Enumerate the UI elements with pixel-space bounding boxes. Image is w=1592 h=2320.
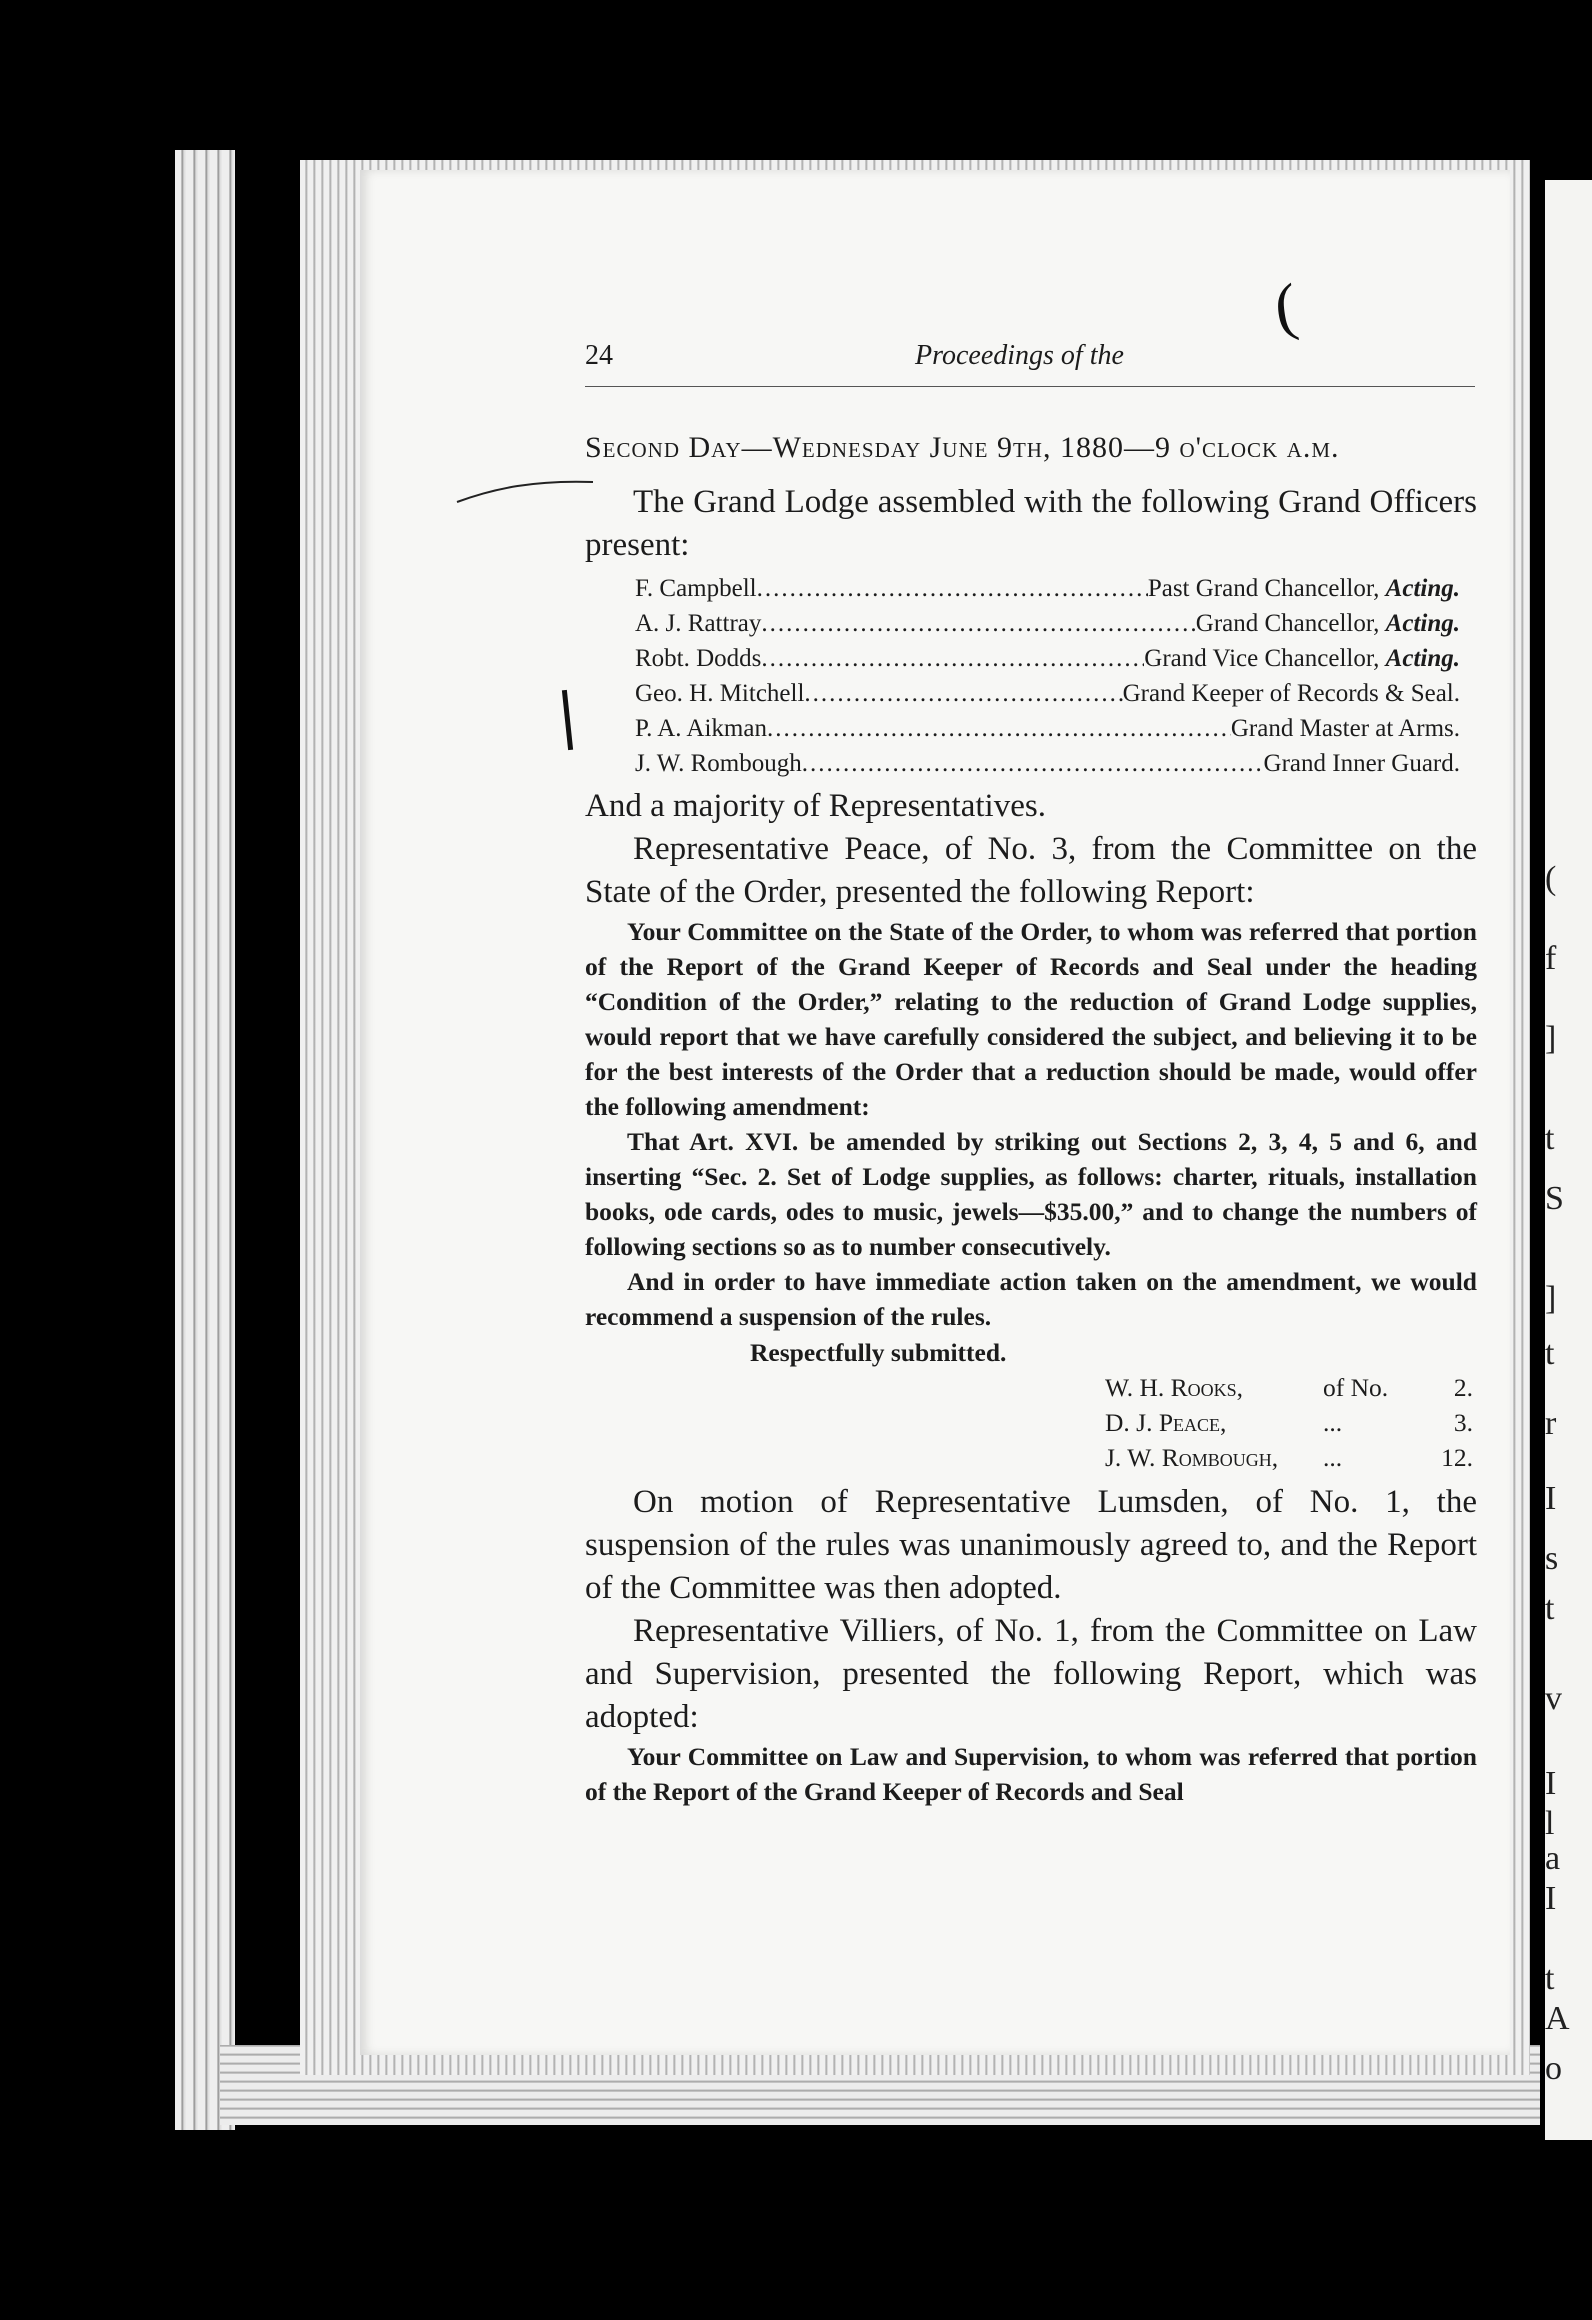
leader-dots <box>761 641 1144 676</box>
rep-peace-paragraph: Representative Peace, of No. 3, from the Committee on the State of the Order, presented the following Report: <box>585 831 1477 910</box>
header-rule <box>585 386 1475 387</box>
pencil-stroke <box>455 470 595 510</box>
facing-page-fragment: ] <box>1545 1020 1557 1057</box>
officer-row <box>635 571 1460 606</box>
signature-of: of No. <box>1323 1373 1389 1402</box>
facing-page-fragment: S <box>1545 1180 1564 1217</box>
officer-name: Robt. Dodds <box>635 645 762 672</box>
signature-lodge-no: 2. <box>1453 1373 1473 1402</box>
officer-row <box>635 746 1460 781</box>
facing-page-fragment: r <box>1545 1405 1557 1442</box>
report1-paragraph-2: That Art. XVI. be amended by striking out Sections 2, 3, 4, 5 and 6, and inserting “Sec. 2. Set of Lodge supplies, as follows: charter, rituals, installation books, ode cards, odes to music, jewels—$35.00,” and to change the numbers of following sections so as to number consecutively. <box>585 1127 1477 1261</box>
facing-page-fragment: ] <box>1545 1280 1557 1317</box>
officer-title: Grand Chancellor, Acting. <box>1195 610 1460 637</box>
facing-page-fragment: t <box>1545 1120 1555 1157</box>
report1-paragraph-1: Your Committee on the State of the Order, to whom was referred that portion of the Report of the Grand Keeper of Records and Seal under the heading “Condition of the Order,” relating to the reduction of Grand Lodge supplies, would report that we have carefully considered the subject, and believing it to be for the best interests of the Order that a reduction should be made, would offer the following amendment: <box>585 917 1477 1121</box>
officer-title: Grand Keeper of Records & Seal. <box>1122 680 1460 707</box>
facing-page-fragment: l <box>1545 1805 1555 1842</box>
facing-page-fragment: v <box>1545 1680 1562 1717</box>
facing-page-fragment: t <box>1545 1960 1555 1997</box>
facing-page-strip <box>1545 180 1592 2140</box>
leader-dots <box>757 571 1148 606</box>
signature-name: D. J. Peace, <box>1105 1408 1227 1437</box>
signature-lodge-no: 3. <box>1453 1408 1473 1437</box>
respectfully-submitted: Respectfully submitted. <box>750 1338 1007 1367</box>
signature-row <box>1105 1370 1477 1405</box>
leader-dots <box>802 746 1264 781</box>
signature-of: ... <box>1323 1408 1343 1437</box>
page-content <box>585 340 1477 1809</box>
signature-name: J. W. Rombough, <box>1105 1443 1279 1472</box>
facing-page-fragment: ( <box>1545 860 1557 897</box>
officer-title: Past Grand Chancellor, Acting. <box>1147 575 1460 602</box>
officer-name: J. W. Rombough <box>635 750 802 777</box>
officer-title: Grand Vice Chancellor, Acting. <box>1144 645 1460 672</box>
officer-name: F. Campbell <box>635 575 757 602</box>
officer-row <box>635 676 1460 711</box>
signature-row <box>1105 1405 1477 1440</box>
facing-page-fragment: s <box>1545 1540 1559 1577</box>
facing-page-fragment: t <box>1545 1590 1555 1627</box>
officer-name: P. A. Aikman <box>635 715 767 742</box>
officer-name: A. J. Rattray <box>635 610 762 637</box>
leader-dots <box>761 606 1195 641</box>
report1-paragraph-3: And in order to have immediate action taken on the amendment, we would recommend a suspension of the rules. <box>585 1267 1477 1331</box>
facing-page-fragment: a <box>1545 1840 1561 1877</box>
running-head <box>585 340 1477 384</box>
signature-of: ... <box>1323 1443 1343 1472</box>
leader-dots <box>767 711 1231 746</box>
officer-name: Geo. H. Mitchell <box>635 680 805 707</box>
officers-list <box>635 571 1477 781</box>
majority-line: And a majority of Representatives. <box>585 788 1046 824</box>
signature-name: W. H. Rooks, <box>1105 1373 1244 1402</box>
leader-dots <box>804 676 1122 711</box>
officer-row <box>635 641 1460 676</box>
facing-page-fragment: o <box>1545 2050 1562 2087</box>
day-heading: Second Day—Wednesday June 9th, 1880—9 o'clock a.m. <box>585 431 1340 464</box>
page-number: 24 <box>585 340 613 371</box>
intro-paragraph: The Grand Lodge assembled with the following Grand Officers present: <box>585 484 1477 563</box>
facing-page-fragment: I <box>1545 1480 1557 1517</box>
signature-lodge-no: 12. <box>1441 1443 1473 1472</box>
book-edge-left <box>175 150 235 2130</box>
officer-title: Grand Inner Guard. <box>1263 750 1460 777</box>
facing-page-fragment: A <box>1545 2000 1570 2037</box>
facing-page-fragment: f <box>1545 940 1557 977</box>
signature-row <box>1105 1440 1477 1475</box>
officer-row <box>635 606 1460 641</box>
facing-page-fragment: I <box>1545 1880 1557 1917</box>
officer-title: Grand Master at Arms. <box>1230 715 1460 742</box>
facing-page-fragment: t <box>1545 1335 1555 1372</box>
facing-page-fragment: I <box>1545 1765 1557 1802</box>
signature-block <box>1105 1370 1477 1475</box>
report2-paragraph: Your Committee on Law and Supervision, to whom was referred that portion of the Report of the Grand Keeper of Records and Seal <box>585 1742 1477 1806</box>
pencil-mark: ( <box>1270 269 1302 344</box>
lumsden-paragraph: On motion of Representative Lumsden, of No. 1, the suspension of the rules was unanimously agreed to, and the Report of the Committee was then adopted. <box>585 1484 1477 1606</box>
villiers-paragraph: Representative Villiers, of No. 1, from the Committee on Law and Supervision, presented the following Report, which was adopted: <box>585 1613 1477 1735</box>
officer-row <box>635 711 1460 746</box>
running-title: Proceedings of the <box>915 340 1124 371</box>
